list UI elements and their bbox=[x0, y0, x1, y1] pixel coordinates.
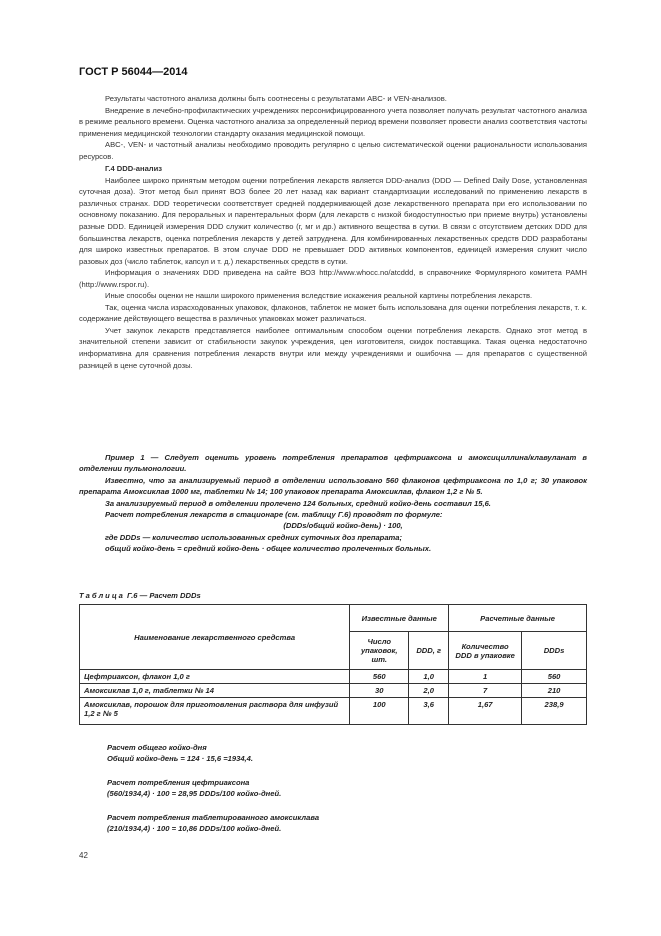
calc-line: (210/1934,4) · 100 = 10,86 DDDs/100 койко-дней. bbox=[107, 824, 282, 834]
header-qty: Количество DDD в упаковке bbox=[449, 632, 522, 670]
header-ddd: DDD, г bbox=[409, 632, 449, 670]
calc-line: Общий койко-день = 124 · 15,6 =1934,4. bbox=[107, 754, 253, 764]
calc-title: Расчет потребления цефтриаксона bbox=[107, 777, 250, 787]
cell-ddds: 560 bbox=[522, 670, 587, 684]
header-ddds: DDDs bbox=[522, 632, 587, 670]
ddd-paragraph: Информация о значениях DDD приведена на сайте ВОЗ http://www.whocc.no/atcddd, в справочнике Формулярного комитета РАМН (http://www.rspor.ru). bbox=[79, 268, 587, 289]
calc-block bbox=[79, 742, 587, 834]
cell-name: Амоксиклав 1,0 г, таблетки № 14 bbox=[80, 684, 350, 698]
table-row bbox=[80, 684, 587, 698]
table-caption-prefix: Таблица bbox=[79, 591, 125, 600]
table-caption bbox=[79, 591, 201, 600]
example-definition: где DDDs — количество использованных средних суточных доз препарата; bbox=[105, 532, 403, 542]
example-formula-intro: Расчет потребления лекарств в стационаре (см. таблицу Г.6) проводят по формуле: bbox=[105, 510, 443, 520]
example-patients: За анализируемый период в отделении пролечено 124 больных, средний койко-день составил 15,6. bbox=[105, 498, 491, 508]
ddd-paragraph: Так, оценка числа израсходованных упаковок, флаконов, таблеток не может быть использована для оценки потребления лекарств, т. к. содержание действующего вещества в различных упаковках может различаться. bbox=[79, 302, 587, 324]
section-heading: Г.4 DDD-анализ bbox=[105, 164, 163, 174]
cell-qty: 1,67 bbox=[449, 698, 522, 725]
intro-paragraph: Внедрение в лечебно-профилактических учреждениях персонифицированного учета позволяет получать результат частотного анализа в режиме реального времени. Оценка частотного анализа за определенный период времени позволяет провести анализ соответствия частоты применения медицинской технологии стандарту оказания медицинской помощи. bbox=[79, 105, 587, 138]
cell-qty: 7 bbox=[449, 684, 522, 698]
example-intro: Пример 1 — Следует оценить уровень потребления препаратов цефтриаксона и амоксициллина/клавуланат в отделении пульмонологии. bbox=[79, 453, 587, 474]
cell-ddds: 210 bbox=[522, 684, 587, 698]
example-known-data: Известно, что за анализируемый период в отделении использовано 560 флаконов цефтриаксона по 1,0 г; 30 упаковок препарата Амоксиклав 1000 мг, таблетки № 14; 100 упаковок препарата Амоксиклав, флакон 1,2 г № 5. bbox=[79, 475, 587, 497]
calc-title: Расчет потребления таблетированного амоксиклава bbox=[107, 812, 320, 822]
table-row bbox=[80, 670, 587, 684]
calc-line: (560/1934,4) · 100 = 28,95 DDDs/100 койко-дней. bbox=[107, 789, 282, 799]
table-caption-title: Г.6 — Расчет DDDs bbox=[126, 591, 201, 600]
header-packs: Число упаковок, шт. bbox=[350, 632, 409, 670]
header-name: Наименование лекарственного средства bbox=[80, 605, 350, 670]
table-row bbox=[80, 698, 587, 725]
cell-qty: 1 bbox=[449, 670, 522, 684]
cell-packs: 560 bbox=[350, 670, 409, 684]
cell-packs: 100 bbox=[350, 698, 409, 725]
example-formula: (DDDs/общий койко-день) · 100, bbox=[283, 521, 403, 531]
intro-paragraph: ABC-, VEN- и частотный анализы необходимо проводить регулярно с целью систематической оценки рациональности использования ресурсов. bbox=[79, 140, 587, 161]
cell-ddds: 238,9 bbox=[522, 698, 587, 725]
calc-title: Расчет общего койко-дня bbox=[107, 743, 207, 752]
cell-ddd: 1,0 bbox=[409, 670, 449, 684]
page-number: 42 bbox=[79, 851, 88, 860]
intro-text bbox=[79, 93, 587, 371]
example-block bbox=[79, 452, 587, 555]
cell-name: Цефтриаксон, флакон 1,0 г bbox=[80, 670, 350, 684]
header-known-data: Известные данные bbox=[350, 605, 449, 632]
ddd-paragraph: Учет закупок лекарств представляется наиболее оптимальным способом оценки потребления лекарств. Однако этот метод в значительной степени зависит от стабильности закупок учреждения, цен изготовителя, скидок поставщика. Такая оценка недостаточно информативна для сравнения потребления лекарств внутри или между учреждениями и ошибочна — для препаратов с существенной разницей в цене суточной дозы. bbox=[79, 325, 587, 370]
cell-ddd: 3,6 bbox=[409, 698, 449, 725]
ddd-paragraph: Наиболее широко принятым методом оценки потребления лекарств является DDD-анализ (DDD — Defined Daily Dose, установленная суточная доза). Этот метод был принят ВОЗ более 20 лет назад как вариант стандартизации исследований по применению лекарств в различных странах. DDD теоретически соответствует средней поддерживающей дозе лекарственного препарата при его использовании по основному показанию. Для пероральных и парентеральных форм (для лекарств с низкой биодоступностью при приеме внутрь) установлены разные DDD. Единицей измерения DDD служит количество (г, мг и др.) активного вещества в сутки. В связи с отсутствием детских DDD для большинства лекарств, оценка потребления лекарств у детей затруднена. Для комбинированных лекарственных средств DDD разработаны для широко известных препаратов. В этом случае DDD не превышает DDD активных компонентов, единицей измерения служит число разовых доз (число таблеток, капсул и т. д.) лекарственных средств в сутки. bbox=[79, 175, 587, 266]
example-definition: общий койко-день = средний койко-день · общее количество пролеченных больных. bbox=[105, 544, 432, 554]
cell-ddd: 2,0 bbox=[409, 684, 449, 698]
ddds-table bbox=[79, 604, 587, 725]
cell-packs: 30 bbox=[350, 684, 409, 698]
document-header: ГОСТ Р 56044—2014 bbox=[79, 66, 188, 78]
header-calculated-data: Расчетные данные bbox=[449, 605, 587, 632]
cell-name: Амоксиклав, порошок для приготовления раствора для инфузий 1,2 г № 5 bbox=[80, 698, 350, 725]
intro-paragraph: Результаты частотного анализа должны быть соотнесены с результатами ABC- и VEN-анализов. bbox=[105, 94, 447, 103]
ddd-paragraph: Иные способы оценки не нашли широкого применения вследствие искажения реальной картины потребления лекарств. bbox=[105, 291, 533, 301]
